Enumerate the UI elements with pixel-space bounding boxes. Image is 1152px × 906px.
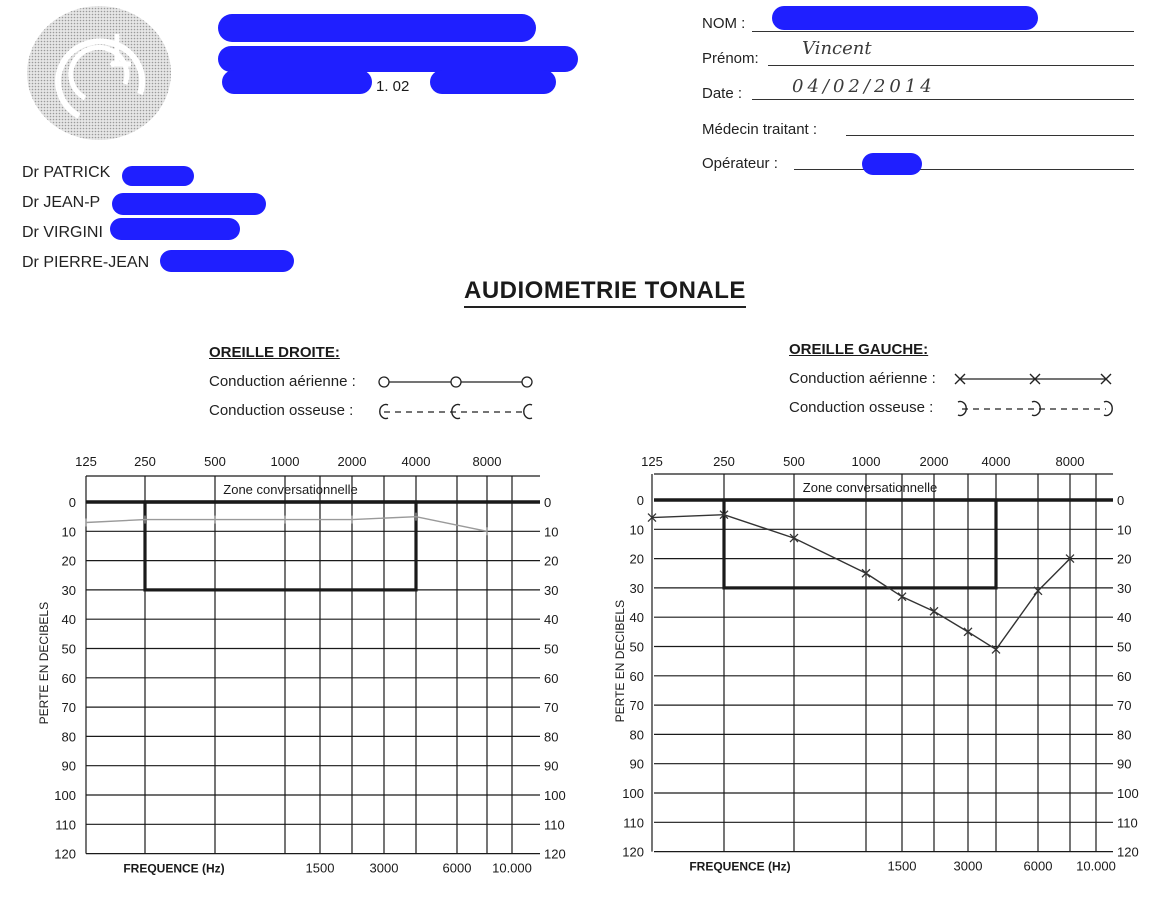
redaction (110, 218, 240, 240)
y-tick-label: 0 (1117, 493, 1125, 508)
y-tick-label: 110 (544, 817, 565, 833)
y-tick-label: 110 (1117, 815, 1138, 831)
x-bottom-tick-label: 1500 (305, 860, 335, 876)
y-tick-label: 80 (629, 727, 644, 743)
conversation-zone (724, 500, 996, 588)
x-axis-label: FREQUENCE (Hz) (123, 861, 225, 876)
zone-label: Zone conversationnelle (802, 480, 938, 495)
redaction (222, 70, 372, 94)
medecin-label: Médecin traitant : (702, 121, 818, 138)
x-bottom-tick-label: 3000 (953, 858, 983, 874)
y-tick-label: 70 (1117, 698, 1132, 714)
y-tick-label: 40 (1117, 610, 1132, 626)
redaction (160, 250, 294, 272)
redaction (772, 6, 1038, 30)
operateur-label: Opérateur : (702, 155, 778, 172)
operateur-field (702, 155, 778, 172)
right-air-label: Conduction aérienne : (209, 373, 356, 390)
y-tick-label: 70 (61, 700, 76, 716)
x-top-tick-label: 4000 (981, 454, 1011, 469)
left-air-legend (789, 370, 936, 387)
doctor-name: Dr VIRGINI (22, 224, 103, 241)
y-tick-label: 30 (1117, 580, 1132, 596)
y-tick-label: 30 (61, 582, 76, 598)
prenom-field (702, 50, 759, 67)
y-tick-label: 60 (629, 668, 644, 684)
x-top-tick-label: 250 (713, 454, 735, 469)
redaction (122, 166, 194, 186)
y-tick-label: 90 (1117, 756, 1132, 772)
x-bottom-tick-label: 10.000 (492, 860, 532, 876)
redaction (218, 14, 536, 42)
x-top-tick-label: 250 (134, 454, 156, 469)
y-tick-label: 90 (61, 758, 76, 774)
y-tick-label: 50 (61, 641, 76, 657)
operateur-line (794, 169, 1134, 170)
doctor-name: Dr PATRICK (22, 164, 111, 181)
y-tick-label: 120 (1117, 844, 1139, 860)
y-tick-label: 120 (622, 844, 644, 860)
y-tick-label: 60 (544, 670, 559, 686)
y-tick-label: 10 (544, 524, 559, 540)
x-top-tick-label: 500 (783, 454, 805, 469)
medecin-field (702, 121, 817, 138)
y-tick-label: 50 (1117, 639, 1132, 655)
y-tick-label: 110 (55, 817, 76, 833)
audiogram-left (576, 440, 1152, 886)
y-tick-label: 100 (622, 786, 644, 801)
zone-label: Zone conversationnelle (223, 482, 358, 497)
right-bone-legend (209, 402, 353, 419)
left-air-symbol (952, 369, 1118, 389)
redaction (862, 153, 922, 175)
x-bottom-tick-label: 6000 (1023, 858, 1053, 874)
y-tick-label: 60 (1117, 668, 1132, 684)
y-tick-label: 90 (544, 758, 559, 774)
left-air-label: Conduction aérienne : (789, 370, 936, 387)
address-fragment: 1. 02 (376, 78, 410, 95)
x-top-tick-label: 125 (641, 454, 663, 469)
y-tick-label: 40 (629, 610, 644, 626)
x-top-tick-label: 1000 (851, 454, 881, 469)
page-title: AUDIOMETRIE TONALE (464, 277, 746, 308)
y-axis-label: PERTE EN DECIBELS (613, 599, 627, 723)
y-axis-label: PERTE EN DECIBELS (37, 601, 51, 725)
date-label: Date : (702, 85, 743, 102)
nom-line (752, 31, 1134, 32)
x-bottom-tick-label: 3000 (369, 860, 399, 876)
date-value: 04/02/2014 (792, 76, 936, 97)
y-tick-label: 90 (629, 756, 644, 772)
x-bottom-tick-label: 1500 (887, 858, 917, 874)
conversation-zone (145, 502, 416, 590)
redaction (112, 193, 266, 215)
y-tick-label: 80 (61, 729, 76, 745)
right-bone-label: Conduction osseuse : (209, 402, 354, 419)
y-tick-label: 120 (54, 846, 76, 862)
prenom-line (768, 65, 1134, 66)
y-tick-label: 70 (544, 700, 559, 716)
left-ear-title: OREILLE GAUCHE: (789, 341, 929, 358)
left-bone-symbol (952, 398, 1118, 418)
y-tick-label: 110 (623, 815, 644, 831)
x-top-tick-label: 2000 (919, 454, 949, 469)
x-axis-label: FREQUENCE (Hz) (689, 859, 791, 874)
y-tick-label: 10 (61, 524, 76, 540)
redaction (430, 70, 556, 94)
x-top-tick-label: 4000 (401, 454, 431, 469)
prenom-value: Vincent (802, 38, 872, 59)
y-tick-label: 100 (544, 788, 566, 803)
y-tick-label: 120 (544, 846, 566, 862)
y-tick-label: 30 (629, 580, 644, 596)
audiogram-right (0, 440, 576, 886)
doctor-name: Dr PIERRE-JEAN (22, 254, 150, 271)
x-top-tick-label: 500 (204, 454, 226, 469)
y-tick-label: 20 (1117, 551, 1132, 567)
x-top-tick-label: 8000 (472, 454, 502, 469)
x-top-tick-label: 1000 (270, 454, 300, 469)
y-tick-label: 20 (544, 553, 559, 569)
y-tick-label: 10 (1117, 522, 1132, 538)
threshold-line (652, 515, 1070, 650)
x-top-tick-label: 125 (75, 454, 97, 469)
y-tick-label: 40 (61, 612, 76, 628)
y-tick-label: 100 (1117, 786, 1139, 801)
nom-field (702, 15, 745, 32)
y-tick-label: 80 (544, 729, 559, 745)
y-tick-label: 30 (544, 582, 559, 598)
y-tick-label: 0 (544, 495, 552, 510)
y-tick-label: 10 (629, 522, 644, 538)
y-tick-label: 40 (544, 612, 559, 628)
y-tick-label: 60 (61, 670, 76, 686)
x-top-tick-label: 2000 (337, 454, 367, 469)
y-tick-label: 50 (544, 641, 559, 657)
prenom-label: Prénom: (702, 50, 759, 67)
y-tick-label: 80 (1117, 727, 1132, 743)
doctor-name: Dr JEAN-P (22, 194, 101, 211)
right-air-legend (209, 373, 356, 390)
y-tick-label: 50 (629, 639, 644, 655)
y-tick-label: 20 (629, 551, 644, 567)
y-tick-label: 0 (68, 495, 76, 510)
date-field (702, 85, 742, 102)
right-bone-symbol (374, 401, 544, 421)
y-tick-label: 100 (54, 788, 76, 803)
medecin-line (846, 135, 1134, 136)
x-bottom-tick-label: 10.000 (1076, 858, 1116, 874)
left-bone-label: Conduction osseuse : (789, 399, 934, 416)
nom-label: NOM : (702, 15, 746, 32)
right-air-symbol (372, 372, 542, 392)
redaction (218, 46, 578, 72)
y-tick-label: 0 (636, 493, 644, 508)
right-ear-title: OREILLE DROITE: (209, 344, 340, 361)
x-top-tick-label: 8000 (1055, 454, 1085, 469)
y-tick-label: 20 (61, 553, 76, 569)
left-bone-legend (789, 399, 933, 416)
x-bottom-tick-label: 6000 (442, 860, 472, 876)
clinic-logo (25, 4, 173, 142)
date-line (752, 99, 1134, 100)
y-tick-label: 70 (629, 698, 644, 714)
